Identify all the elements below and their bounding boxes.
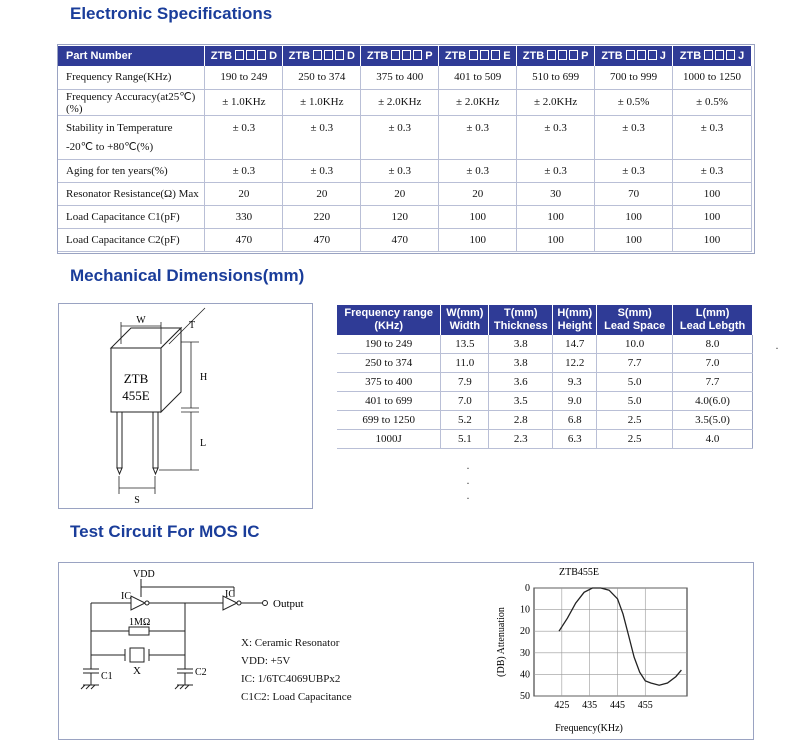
- spec-header-part-number: Part Number: [58, 46, 205, 66]
- dims-header-line1: W(mm): [446, 307, 484, 319]
- model-prefix: ZTB: [679, 50, 702, 62]
- dims-cell: 1000J: [337, 430, 441, 449]
- model-prefix: ZTB: [210, 50, 233, 62]
- spec-cell: ± 1.0KHz: [283, 89, 361, 115]
- resonator-label: X: [133, 665, 141, 677]
- chart-xlabel: Frequency(KHz): [555, 723, 623, 734]
- spec-cell: 220: [283, 205, 361, 228]
- spec-cell: 100: [439, 205, 517, 228]
- spec-cell: 100: [595, 228, 673, 251]
- dims-row: [337, 392, 753, 411]
- spec-row: [58, 89, 752, 115]
- section-title-electronic: [66, 4, 276, 26]
- vdd-label: VDD: [133, 569, 155, 580]
- dims-row: [337, 430, 753, 449]
- dim-label-s: S: [134, 495, 140, 506]
- section-title-text: Electronic Specifications: [70, 4, 273, 23]
- spec-cell: 30: [517, 182, 595, 205]
- dims-cell: 7.7: [597, 354, 673, 373]
- spec-row: [58, 115, 752, 159]
- spec-cell: 100: [517, 205, 595, 228]
- spec-cell: 100: [439, 228, 517, 251]
- dim-label-w: W: [136, 315, 146, 326]
- decorative-dot: ·: [466, 461, 470, 475]
- dims-cell: 5.2: [441, 411, 489, 430]
- dims-header-line1: Frequency range: [344, 307, 433, 319]
- spec-cell: 20: [205, 182, 283, 205]
- legend-ic: IC: 1/6TC4069UBPx2: [241, 673, 341, 685]
- spec-cell: 120: [361, 205, 439, 228]
- spec-cell: 330: [205, 205, 283, 228]
- spec-cell: ± 0.3: [439, 159, 517, 182]
- spec-cell: 470: [283, 228, 361, 251]
- chart-frame: [534, 588, 687, 696]
- chart-xtick: 435: [582, 700, 598, 711]
- spec-row: [58, 205, 752, 228]
- model-suffix: J: [738, 50, 745, 62]
- spec-row-label: [58, 89, 205, 115]
- spec-cell: ± 0.3: [439, 115, 517, 159]
- spec-cell: 250 to 374: [283, 66, 361, 89]
- spec-header-model: [595, 46, 673, 66]
- spec-cell: 20: [439, 182, 517, 205]
- section-title-text: Mechanical Dimensions(mm): [70, 266, 305, 285]
- dims-cell: 5.0: [597, 392, 673, 411]
- dims-header-line2: Lead Lebgth: [679, 320, 746, 332]
- dims-row: [337, 411, 753, 430]
- dims-row: [337, 373, 753, 392]
- chart-ytick: 30: [520, 647, 530, 659]
- dims-cell: 6.3: [553, 430, 597, 449]
- c2-label: C2: [195, 667, 207, 678]
- dims-cell: 8.0: [673, 335, 753, 354]
- dims-header-line2: Lead Space: [604, 320, 666, 332]
- spec-row-label: [58, 205, 205, 228]
- model-suffix: P: [425, 50, 433, 62]
- spec-cell: ± 0.3: [361, 115, 439, 159]
- spec-row: [58, 228, 752, 251]
- spec-cell: 20: [283, 182, 361, 205]
- dims-cell: 2.3: [489, 430, 553, 449]
- spec-cell: 100: [517, 228, 595, 251]
- model-prefix: ZTB: [601, 50, 623, 62]
- dims-header-cell: [337, 305, 441, 335]
- spec-cell: ± 2.0KHz: [517, 89, 595, 115]
- dims-cell: 7.0: [673, 354, 753, 373]
- chart-xtick: 455: [637, 700, 653, 711]
- section-title-text: Test Circuit For MOS IC: [70, 522, 260, 541]
- dims-header-cell: [489, 305, 553, 335]
- spec-row-label-text: Frequency Range(KHz): [66, 71, 172, 84]
- ic1-label: IC: [121, 591, 131, 602]
- output-label: Output: [273, 598, 304, 610]
- spec-cell: 401 to 509: [439, 66, 517, 89]
- dims-cell: 7.0: [441, 392, 489, 411]
- dims-cell: 11.0: [441, 354, 489, 373]
- spec-cell: 700 to 999: [595, 66, 673, 89]
- model-prefix: ZTB: [288, 50, 311, 62]
- spec-row: [58, 182, 752, 205]
- dims-cell: 7.9: [441, 373, 489, 392]
- chart-ytick: 40: [520, 669, 530, 681]
- spec-row-label: [58, 115, 205, 159]
- spec-header-row: [58, 46, 752, 66]
- model-prefix: ZTB: [522, 50, 545, 62]
- dims-header-cell: [673, 305, 753, 335]
- dim-label-h: H: [200, 372, 208, 383]
- spec-cell: ± 2.0KHz: [361, 89, 439, 115]
- dims-cell: 3.8: [489, 335, 553, 354]
- dim-label-t: T: [189, 320, 196, 331]
- dims-cell: 2.8: [489, 411, 553, 430]
- spec-row-label-text: Resonator Resistance(Ω) Max: [66, 187, 199, 200]
- dims-header-cell: [441, 305, 489, 335]
- chart-title: ZTB455E: [559, 567, 599, 578]
- spec-cell: ± 0.3: [595, 115, 673, 159]
- dims-header-line2: Height: [557, 320, 592, 332]
- spec-cell: 375 to 400: [361, 66, 439, 89]
- attenuation-curve: [559, 588, 681, 685]
- dims-cell: 3.5: [489, 392, 553, 411]
- dims-cell: 699 to 1250: [337, 411, 441, 430]
- spec-cell: ± 0.3: [595, 159, 673, 182]
- mechanical-drawing-frame: [58, 303, 313, 509]
- dims-cell: 3.6: [489, 373, 553, 392]
- decorative-dot: ·: [775, 341, 779, 355]
- spec-cell: ± 0.5%: [673, 89, 752, 115]
- decorative-dot: ·: [466, 476, 470, 490]
- spec-cell: ± 0.3: [283, 159, 361, 182]
- spec-row-label-text: Load Capacitance C1(pF): [66, 210, 180, 223]
- dims-cell: 4.0(6.0): [673, 392, 753, 411]
- electronic-spec-table: [58, 46, 752, 252]
- spec-header-model: [205, 46, 283, 66]
- part-marking-line2: 455E: [122, 388, 150, 403]
- dims-row: [337, 335, 753, 354]
- spec-cell: 70: [595, 182, 673, 205]
- spec-row-label-subtext: -20℃ to +80℃(%): [66, 140, 154, 153]
- dims-header-line1: H(mm): [557, 307, 593, 319]
- section-title-mechanical: [66, 266, 308, 288]
- dims-cell: 13.5: [441, 335, 489, 354]
- spec-cell: ± 0.5%: [595, 89, 673, 115]
- spec-header-model: [283, 46, 361, 66]
- chart-ytick: 0: [525, 583, 530, 594]
- model-suffix: D: [269, 50, 278, 62]
- spec-row-label: [58, 159, 205, 182]
- spec-cell: 510 to 699: [517, 66, 595, 89]
- spec-cell: ± 0.3: [673, 159, 752, 182]
- dims-cell: 4.0: [673, 430, 753, 449]
- dims-cell: 190 to 249: [337, 335, 441, 354]
- spec-header-model: [673, 46, 752, 66]
- attenuation-chart: [439, 563, 689, 739]
- spec-header-model: [361, 46, 439, 66]
- legend-resonator: X: Ceramic Resonator: [241, 637, 340, 649]
- dims-header-line2: Width: [449, 320, 481, 332]
- spec-row-label-text: Load Capacitance C2(pF): [66, 233, 180, 246]
- dims-header-cell: [553, 305, 597, 335]
- dims-cell: 12.2: [553, 354, 597, 373]
- dims-cell: 5.1: [441, 430, 489, 449]
- spec-row: [58, 159, 752, 182]
- dims-cell: 9.3: [553, 373, 597, 392]
- chart-xtick: 425: [554, 700, 570, 711]
- dims-cell: 2.5: [597, 430, 673, 449]
- spec-row-label: [58, 228, 205, 251]
- dims-header-line1: L(mm): [695, 307, 730, 319]
- mechanical-drawing: [59, 304, 312, 508]
- spec-cell: ± 0.3: [283, 115, 361, 159]
- circuit-schematic: [59, 563, 319, 739]
- spec-row-label: [58, 66, 205, 89]
- dims-cell: 14.7: [553, 335, 597, 354]
- spec-cell: ± 0.3: [517, 115, 595, 159]
- chart-ylabel: (DB) Attenuation: [496, 607, 507, 677]
- c1-label: C1: [101, 671, 113, 682]
- chart-ytick: 10: [520, 604, 530, 616]
- spec-cell: 100: [673, 182, 752, 205]
- spec-cell: 20: [361, 182, 439, 205]
- model-suffix: P: [581, 50, 589, 62]
- decorative-dot: ·: [466, 491, 470, 505]
- spec-cell: ± 1.0KHz: [205, 89, 283, 115]
- spec-header-model: [517, 46, 595, 66]
- spec-cell: ± 0.3: [673, 115, 752, 159]
- dim-label-l: L: [200, 438, 207, 449]
- dims-cell: 3.8: [489, 354, 553, 373]
- spec-cell: ± 0.3: [361, 159, 439, 182]
- dims-cell: 401 to 699: [337, 392, 441, 411]
- spec-cell: 100: [595, 205, 673, 228]
- dims-cell: 3.5(5.0): [673, 411, 753, 430]
- dims-cell: 5.0: [597, 373, 673, 392]
- spec-row: [58, 66, 752, 89]
- spec-cell: ± 0.3: [517, 159, 595, 182]
- spec-row-label-text: Aging for ten years(%): [66, 164, 168, 177]
- legend-vdd: VDD: +5V: [241, 655, 291, 667]
- dims-header-line2: (KHz): [374, 320, 404, 332]
- ic2-label: IC: [225, 589, 235, 600]
- spec-cell: 470: [361, 228, 439, 251]
- model-suffix: J: [659, 50, 666, 62]
- spec-cell: 1000 to 1250: [673, 66, 752, 89]
- dims-cell: 375 to 400: [337, 373, 441, 392]
- spec-row-label-text: Frequency Accuracy(at25℃)(%): [66, 90, 196, 115]
- dims-cell: 2.5: [597, 411, 673, 430]
- dims-cell: 6.8: [553, 411, 597, 430]
- spec-header-model: [439, 46, 517, 66]
- dims-cell: 7.7: [673, 373, 753, 392]
- spec-cell: ± 0.3: [205, 115, 283, 159]
- dims-cell: 9.0: [553, 392, 597, 411]
- spec-row-label-text: Stability in Temperature: [66, 121, 173, 134]
- spec-cell: 470: [205, 228, 283, 251]
- dims-header-cell: [597, 305, 673, 335]
- dims-header-row: [337, 305, 753, 335]
- model-suffix: D: [347, 50, 355, 62]
- dims-cell: 10.0: [597, 335, 673, 354]
- chart-ytick: 20: [520, 626, 530, 638]
- dims-row: [337, 354, 753, 373]
- dims-header-line2: Thickness: [493, 320, 548, 332]
- spec-cell: 100: [673, 205, 752, 228]
- legend-capacitance: C1C2: Load Capacitance: [241, 691, 352, 703]
- dims-cell: 250 to 374: [337, 354, 441, 373]
- spec-cell: ± 0.3: [205, 159, 283, 182]
- spec-row-label: [58, 182, 205, 205]
- dims-header-line1: S(mm): [617, 307, 652, 319]
- chart-ytick: 50: [520, 691, 530, 702]
- spec-cell: ± 2.0KHz: [439, 89, 517, 115]
- test-circuit-frame: [58, 562, 754, 740]
- spec-cell: 100: [673, 228, 752, 251]
- model-prefix: ZTB: [444, 50, 467, 62]
- dims-header-line1: T(mm): [503, 307, 538, 319]
- spec-cell: 190 to 249: [205, 66, 283, 89]
- mechanical-dimensions-table: [337, 305, 753, 449]
- chart-xtick: 445: [609, 700, 625, 711]
- model-prefix: ZTB: [366, 50, 389, 62]
- part-marking-line1: ZTB: [123, 371, 149, 386]
- model-suffix: E: [503, 50, 511, 62]
- resistor-label: 1MΩ: [129, 617, 151, 628]
- section-title-circuit: [66, 522, 264, 544]
